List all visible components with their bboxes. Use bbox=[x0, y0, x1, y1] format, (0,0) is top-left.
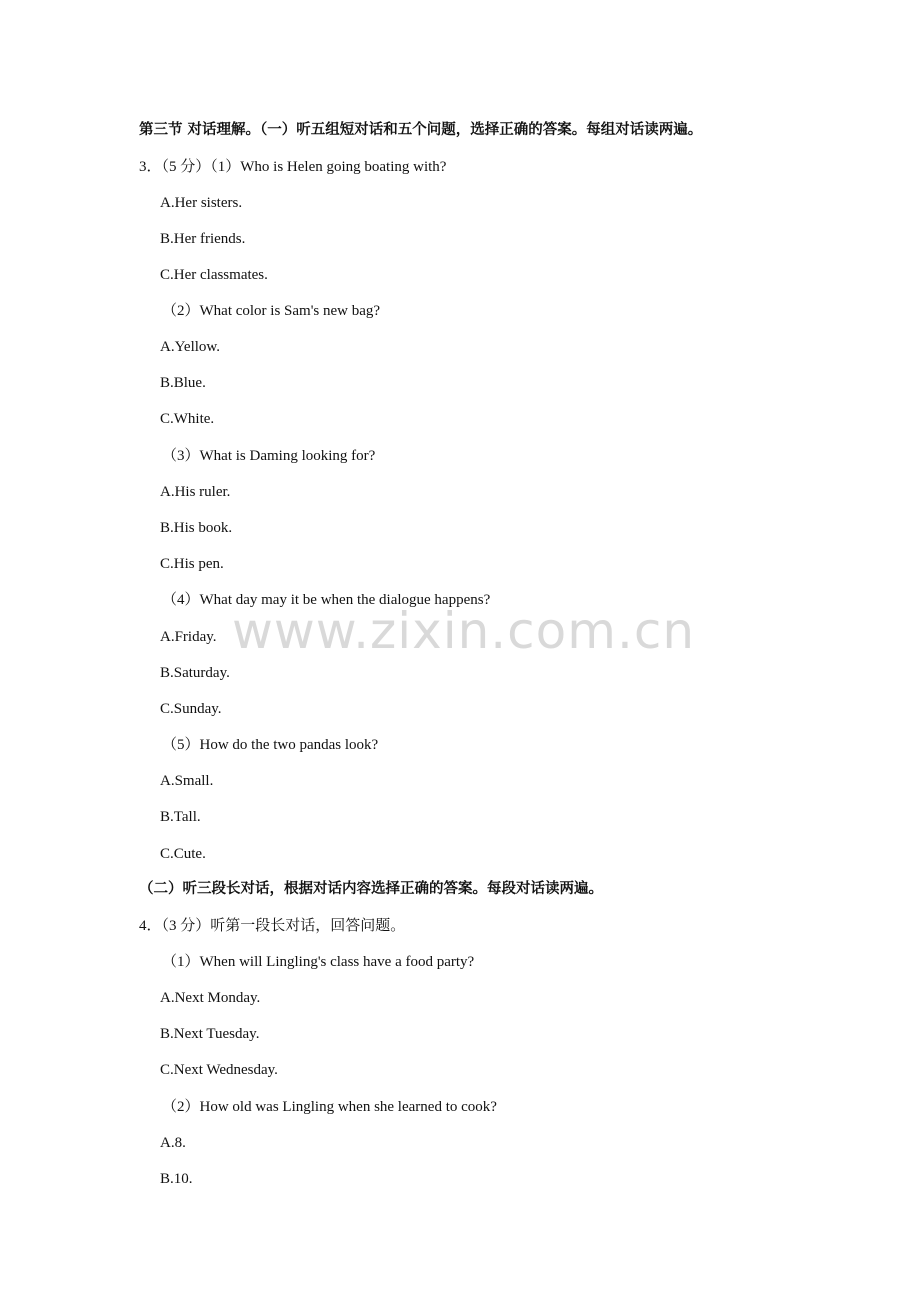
question-3-stem: 3．（5 分）（1）Who is Helen going boating with? bbox=[139, 159, 447, 175]
q3-3-stem: （3）What is Daming looking for? bbox=[162, 448, 376, 464]
q3-4-option-b: B.Saturday. bbox=[160, 665, 230, 681]
q3-1-option-c: C.Her classmates. bbox=[160, 267, 268, 283]
q3-2-option-c: C.White. bbox=[160, 411, 215, 427]
q3-3-option-b: B.His book. bbox=[160, 520, 233, 536]
watermark: www.zixin.com.cn bbox=[232, 602, 696, 660]
q4-1-option-a: A.Next Monday. bbox=[160, 990, 261, 1006]
q4-2-option-b: B.10. bbox=[160, 1171, 193, 1187]
q3-4-option-c: C.Sunday. bbox=[160, 701, 222, 717]
q3-5-stem: （5）How do the two pandas look? bbox=[162, 737, 379, 753]
q3-4-stem: （4）What day may it be when the dialogue happens? bbox=[162, 592, 491, 608]
q4-2-option-a: A.8. bbox=[160, 1135, 186, 1151]
q3-5-option-b: B.Tall. bbox=[160, 809, 201, 825]
section-heading-dialogue: 第三节 对话理解。（一）听五组短对话和五个问题，选择正确的答案。每组对话读两遍。 bbox=[139, 122, 703, 138]
q4-1-option-b: B.Next Tuesday. bbox=[160, 1026, 260, 1042]
q4-1-option-c: C.Next Wednesday. bbox=[160, 1062, 278, 1078]
q4-2-stem: （2）How old was Lingling when she learned to cook? bbox=[162, 1099, 497, 1115]
q3-3-option-a: A.His ruler. bbox=[160, 484, 231, 500]
q3-2-option-a: A.Yellow. bbox=[160, 339, 221, 355]
q3-4-option-a: A.Friday. bbox=[160, 629, 217, 645]
q3-5-option-c: C.Cute. bbox=[160, 846, 206, 862]
q3-2-option-b: B.Blue. bbox=[160, 375, 206, 391]
q3-1-option-a: A.Her sisters. bbox=[160, 195, 243, 211]
question-4-stem: 4．（3 分）听第一段长对话，回答问题。 bbox=[139, 918, 406, 934]
section-heading-long-dialogue: （二）听三段长对话，根据对话内容选择正确的答案。每段对话读两遍。 bbox=[139, 881, 603, 897]
q3-1-option-b: B.Her friends. bbox=[160, 231, 246, 247]
q3-3-option-c: C.His pen. bbox=[160, 556, 224, 572]
q3-5-option-a: A.Small. bbox=[160, 773, 214, 789]
q3-2-stem: （2）What color is Sam's new bag? bbox=[162, 303, 381, 319]
q4-1-stem: （1）When will Lingling's class have a food party? bbox=[162, 954, 475, 970]
